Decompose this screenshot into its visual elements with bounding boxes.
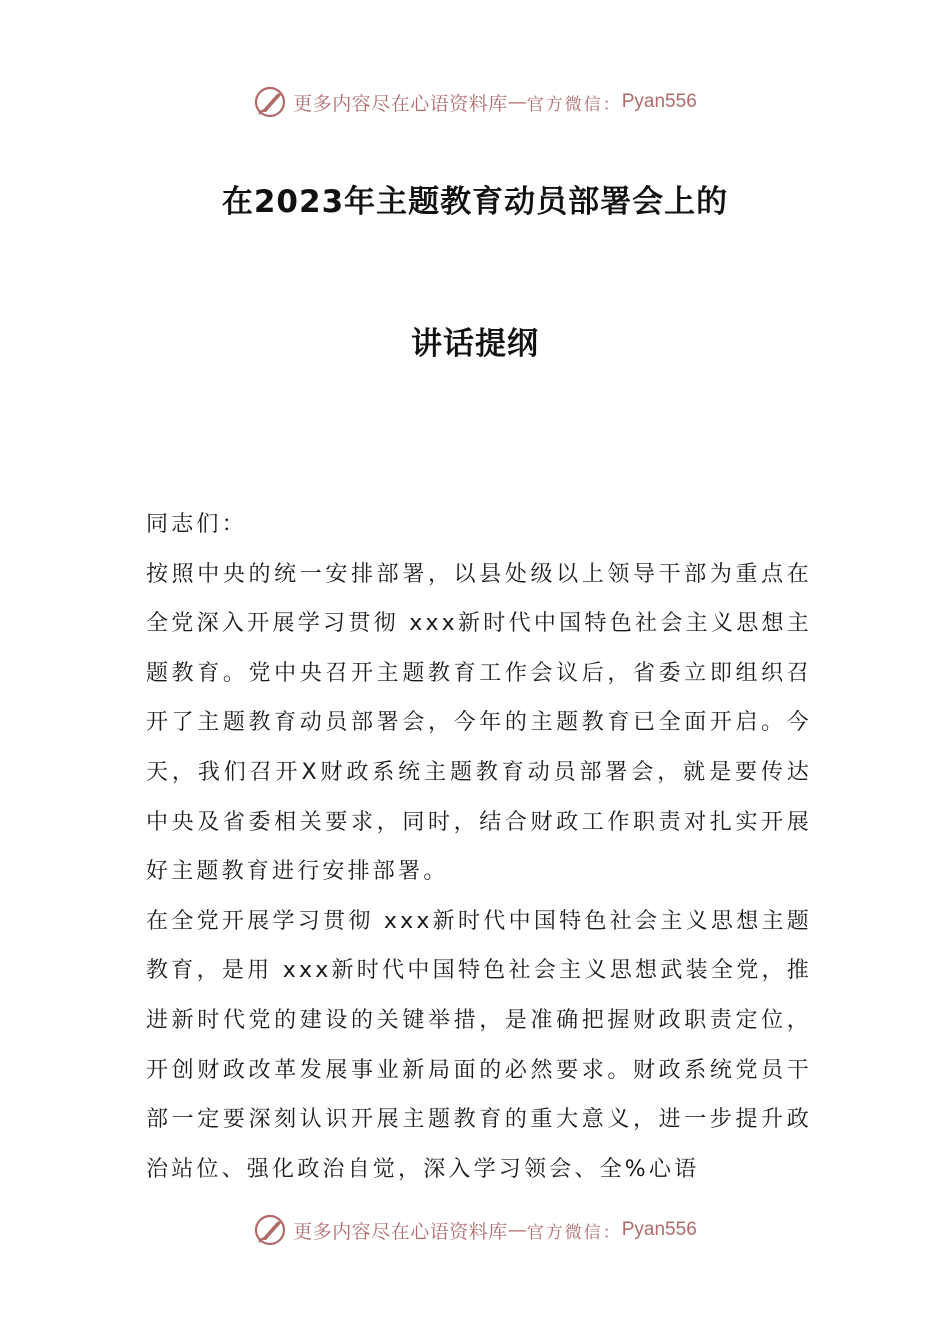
document-title-line-1: 在2023年主题教育动员部署会上的: [221, 184, 729, 220]
watermark-separator: —: [507, 91, 527, 113]
watermark-wechat-label: 官方微信：: [526, 1222, 622, 1243]
watermark-footer: [0, 1210, 950, 1250]
paragraph: 在全党开展学习贯彻 xxx新时代中国特色社会主义思想主题教育，是用 xxx新时代中国特色社会主义思想武装全党，推进新时代党的建设的关键举措，是准确把握财政职责定位，开创财政改革发展事业新局面的必然要求。财政系统党员干部一定要深刻认识开展主题教育的重大意义，进一步提升政治站位、强化政治自觉，深入学习领会、全%心语: [146, 908, 812, 1182]
paragraph: 按照中央的统一安排部署，以县处级以上领导干部为重点在全党深入开展学习贯彻 xxx新时代中国特色社会主义思想主题教育。党中央召开主题教育工作会议后，省委立即组织召开了主题教育动员部署会，今年的主题教育已全面开启。今天，我们召开X财政系统主题教育动员部署会，就是要传达中央及省委相关要求，同时，结合财政工作职责对扎实开展好主题教育进行安排部署。: [146, 561, 812, 885]
watermark-header: [0, 82, 950, 122]
document-title-line-2: 讲话提纲: [411, 326, 539, 362]
watermark-wechat-id: Pyan556: [621, 91, 697, 112]
watermark-text: 更多内容尽在心语资料库: [293, 92, 508, 115]
quill-logo-icon: [253, 85, 287, 119]
watermark-wechat-label: 官方微信：: [526, 94, 622, 115]
watermark-text: 更多内容尽在心语资料库: [293, 1220, 508, 1243]
watermark-wechat-id: Pyan556: [621, 1219, 697, 1240]
quill-logo-icon: [253, 1213, 287, 1247]
document-body: [146, 500, 812, 1194]
greeting: 同志们：: [146, 512, 247, 537]
watermark-separator: —: [507, 1219, 527, 1241]
